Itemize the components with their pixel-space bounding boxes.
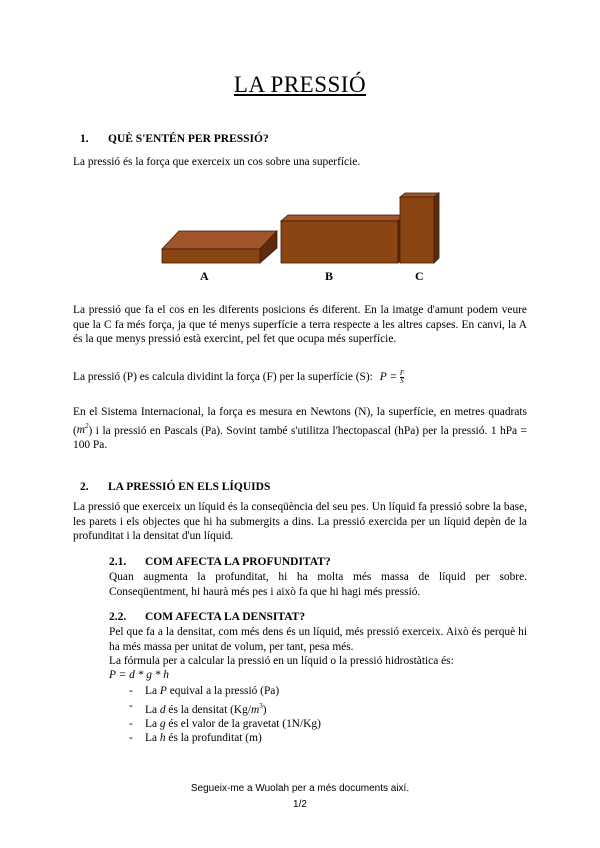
item-text: és el valor de la gravetat (1N/Kg) [165,717,321,730]
formula-variables-list [111,684,527,746]
item-variable: g [159,717,166,730]
subsection-2-2-heading [109,611,305,623]
formula-fraction [400,370,404,385]
subsection-2-1-number: 2.1. [109,556,127,568]
item-prefix: La [145,703,160,716]
box-b [281,215,405,263]
item-variable: P [159,685,167,697]
list-item [111,731,527,746]
unit-m2 [77,424,89,436]
units-text-a: En el Sistema Internacional, la força es mesura en Newtons (N), la superfície, en metres quadrats ( [73,406,527,437]
pressure-definition: La pressió és la força que exerceix un cos sobre una superfície. [73,156,361,168]
hydrostatic-formula: P = d * g * h [109,669,170,681]
box-label-a: A [200,269,209,283]
section-2-heading [80,481,270,493]
depth-paragraph: Quan augmenta la profunditat, hi ha molta més massa de líquid per sobre. Conseqüentment, hi haurà més pes i això fa que hi hagi més pressió. [109,571,527,598]
section-2-number: 2. [80,481,89,493]
item-text: equival a la pressió (Pa) [166,685,280,697]
hydrostatic-intro: La fórmula per a calcular la pressió en un líquid o la pressió hidrostàtica és: [109,655,454,667]
item-prefix: La [145,732,160,745]
list-item [111,717,527,732]
boxes-illustration [150,185,450,285]
section-2-title: LA PRESSIÓ EN ELS LÍQUIDS [108,481,271,493]
section-1-title: QUÈ S'ENTÉN PER PRESSIÓ? [108,133,269,145]
page-title: LA PRESSIÓ [233,72,367,97]
footer-promo: Segueix-me a Wuolah per a més documents així. [190,783,410,794]
box-c [400,193,439,263]
formula-line [73,370,527,385]
subsection-2-1-heading [109,556,331,568]
formula-denominator: S [400,377,404,385]
formula-lhs: P = [379,371,398,384]
box-a [162,231,277,263]
item-variable: h [159,732,166,745]
box-label-c: C [415,269,424,283]
box-label-b: B [325,269,334,283]
section-1-heading [80,133,269,145]
list-item [111,699,527,717]
unit-m2-base: m [76,424,86,437]
formula-intro: La pressió (P) es calcula dividint la força (F) per la superfície (S): [73,371,373,384]
item-unit-exp: 3 [259,701,263,710]
page-number: 1/2 [293,799,307,810]
item-prefix: La [145,685,160,697]
boxes-explanation: La pressió que fa el cos en les diferents posicions és diferent. En la imatge d'amunt podem veure que la C fa més força, ja que té menys superfície a terra respecte a les altres capses. En canvi, la A és la que menys pressió està exercint, pel fet que ocupa més superfície. [73,304,527,345]
item-unit: m [251,703,260,716]
unit-m2-exp: 2 [85,422,89,431]
list-item [111,684,527,699]
subsection-2-2-title: COM AFECTA LA DENSITAT? [145,611,306,623]
subsection-2-2-number: 2.2. [109,611,127,623]
item-prefix: La [145,717,160,730]
subsection-2-1-title: COM AFECTA LA PROFUNDITAT? [145,556,331,568]
formula-numerator: F [399,369,405,377]
units-text-b: ) i la pressió en Pascals (Pa). Sovint també s'utilitza l'hectopascal (hPa) per la pressió. 1 hPa = 100 Pa. [73,424,527,451]
liquids-paragraph: La pressió que exerceix un líquid és la conseqüència del seu pes. Un líquid fa pressió sobre la base, les parets i els objectes que hi ha submergits a dins. La pressió exercida per un líquid depèn de la profunditat i la densitat d'un líquid. [73,501,527,542]
units-paragraph [73,405,527,452]
item-text: és la densitat (Kg/ [165,703,251,716]
section-1-number: 1. [80,133,89,145]
density-paragraph: Pel que fa a la densitat, com més dens és un líquid, més pressió exerceix. Això és perquè hi ha més massa per unitat de volum, per tant, pesa més. [109,626,527,653]
item-variable: d [159,703,166,716]
item-tail: ) [262,703,267,716]
item-text: és la profunditat (m) [165,732,262,745]
